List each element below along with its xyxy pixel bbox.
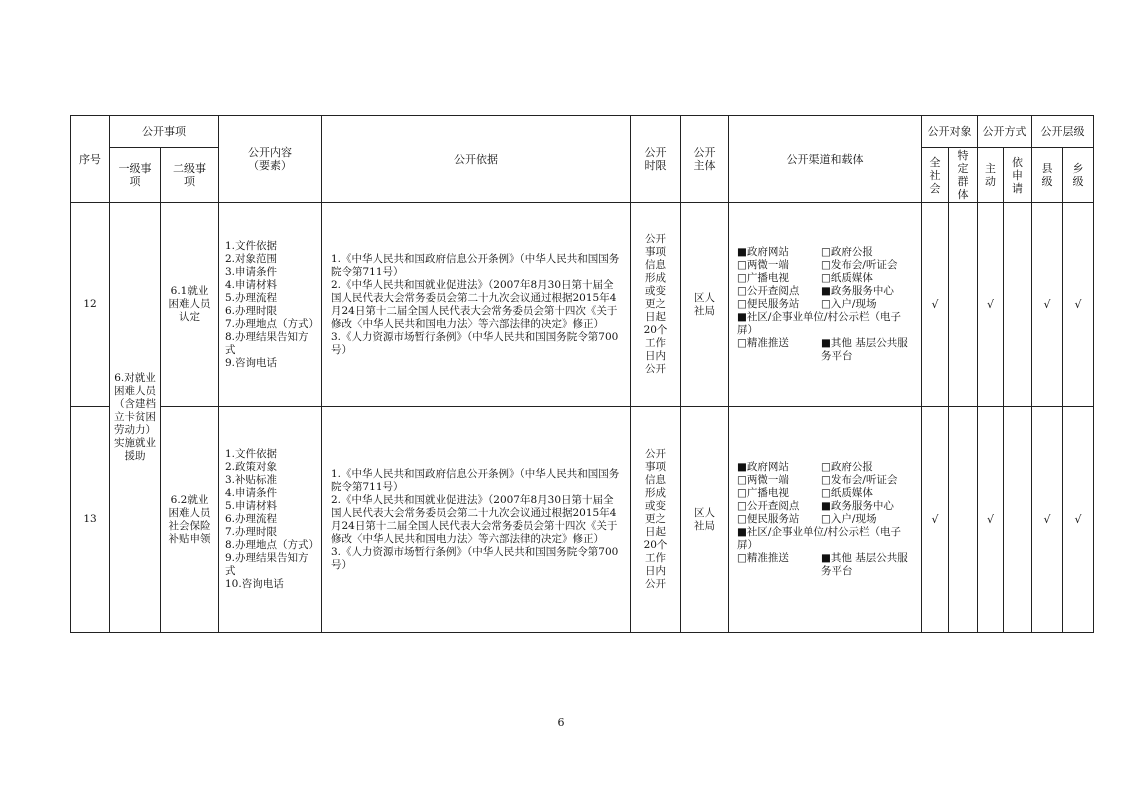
- check-method-request: [1004, 407, 1032, 633]
- header-time-limit: 公开时限: [631, 116, 681, 203]
- header-method-request: 依申请: [1004, 148, 1032, 203]
- disclosure-table: [70, 115, 1094, 633]
- table-row: [71, 407, 1094, 633]
- check-method-active: √: [978, 407, 1004, 633]
- header-method-group: 公开方式: [978, 116, 1032, 148]
- header-channels: 公开渠道和载体: [729, 116, 922, 203]
- check-level-county: √: [1032, 203, 1063, 407]
- row-subject: 区人社局: [681, 203, 729, 407]
- header-object-all: 全社会: [922, 148, 949, 203]
- check-object-all: √: [922, 407, 949, 633]
- table-row: [71, 203, 1094, 407]
- check-object-specific: [949, 407, 978, 633]
- header-subject: 公开主体: [681, 116, 729, 203]
- row-level2: 6.2就业困难人员社会保险补贴申领: [161, 407, 219, 633]
- row-time-limit: 公开事项信息形成或变更之日起20个工作日内公开: [631, 203, 681, 407]
- row-channels: ■政府网站 □政府公报 □两微一端 □发布会/听证会 □广播电视 □纸质媒体 □公开查阅点 ■政务服务中心 □便民服务站 □入户/现场 ■社区/企事业单位/村公示栏（电子屏） □精准推送 ■其他 基层公共服务平台: [729, 407, 922, 633]
- header-object-specific: 特定群体: [949, 148, 978, 203]
- row-time-limit: 公开事项信息形成或变更之日起20个工作日内公开: [631, 407, 681, 633]
- check-object-all: √: [922, 203, 949, 407]
- row-content: 1.文件依据 2.对象范围 3.申请条件 4.申请材料 5.办理流程 6.办理时限 7.办理地点（方式） 8.办理结果告知方式 9.咨询电话: [219, 203, 322, 407]
- header-seq: 序号: [71, 116, 110, 203]
- header-items-group: 公开事项: [110, 116, 219, 148]
- row-seq: 12: [71, 203, 110, 407]
- check-level-county: √: [1032, 407, 1063, 633]
- row-basis: 1.《中华人民共和国政府信息公开条例》（中华人民共和国国务院令第711号） 2.《中华人民共和国就业促进法》（2007年8月30日第十届全国人民代表大会常务委员会第二十九次会议通过根据2015年4月24日第十二届全国人民代表大会常务委员会第十四次《关于修改〈中华人民共和国电力法〉等六部法律的决定》修正） 3.《人力资源市场暂行条例》（中华人民共和国国务院令第700号）: [322, 407, 631, 633]
- check-object-specific: [949, 203, 978, 407]
- page-number: 6: [557, 716, 565, 729]
- check-level-town: √: [1063, 407, 1094, 633]
- check-method-active: √: [978, 203, 1004, 407]
- check-method-request: [1004, 203, 1032, 407]
- row-subject: 区人社局: [681, 407, 729, 633]
- header-method-active: 主动: [978, 148, 1004, 203]
- row-seq: 13: [71, 407, 110, 633]
- row-channels: ■政府网站 □政府公报 □两微一端 □发布会/听证会 □广播电视 □纸质媒体 □公开查阅点 ■政务服务中心 □便民服务站 □入户/现场 ■社区/企事业单位/村公示栏（电子屏） □精准推送 ■其他 基层公共服务平台: [729, 203, 922, 407]
- level1-item: 6.对就业困难人员（含建档立卡贫困劳动力）实施就业援助: [110, 203, 161, 633]
- header-level-county: 县级: [1032, 148, 1063, 203]
- header-level-group: 公开层级: [1032, 116, 1094, 148]
- header-level2: 二级事项: [161, 148, 219, 203]
- check-level-town: √: [1063, 203, 1094, 407]
- row-content: 1.文件依据 2.政策对象 3.补贴标准 4.申请条件 5.申请材料 6.办理流程 7.办理时限 8.办理地点（方式） 9.办理结果告知方式 10.咨询电话: [219, 407, 322, 633]
- row-basis: 1.《中华人民共和国政府信息公开条例》（中华人民共和国国务院令第711号） 2.《中华人民共和国就业促进法》（2007年8月30日第十届全国人民代表大会常务委员会第二十九次会议通过根据2015年4月24日第十二届全国人民代表大会常务委员会第十四次《关于修改〈中华人民共和国电力法〉等六部法律的决定》修正） 3.《人力资源市场暂行条例》（中华人民共和国国务院令第700号）: [322, 203, 631, 407]
- header-object-group: 公开对象: [922, 116, 978, 148]
- row-level2: 6.1就业困难人员认定: [161, 203, 219, 407]
- header-basis: 公开依据: [322, 116, 631, 203]
- header-content: 公开内容（要素）: [219, 116, 322, 203]
- header-level1: 一级事项: [110, 148, 161, 203]
- header-level-town: 乡级: [1063, 148, 1094, 203]
